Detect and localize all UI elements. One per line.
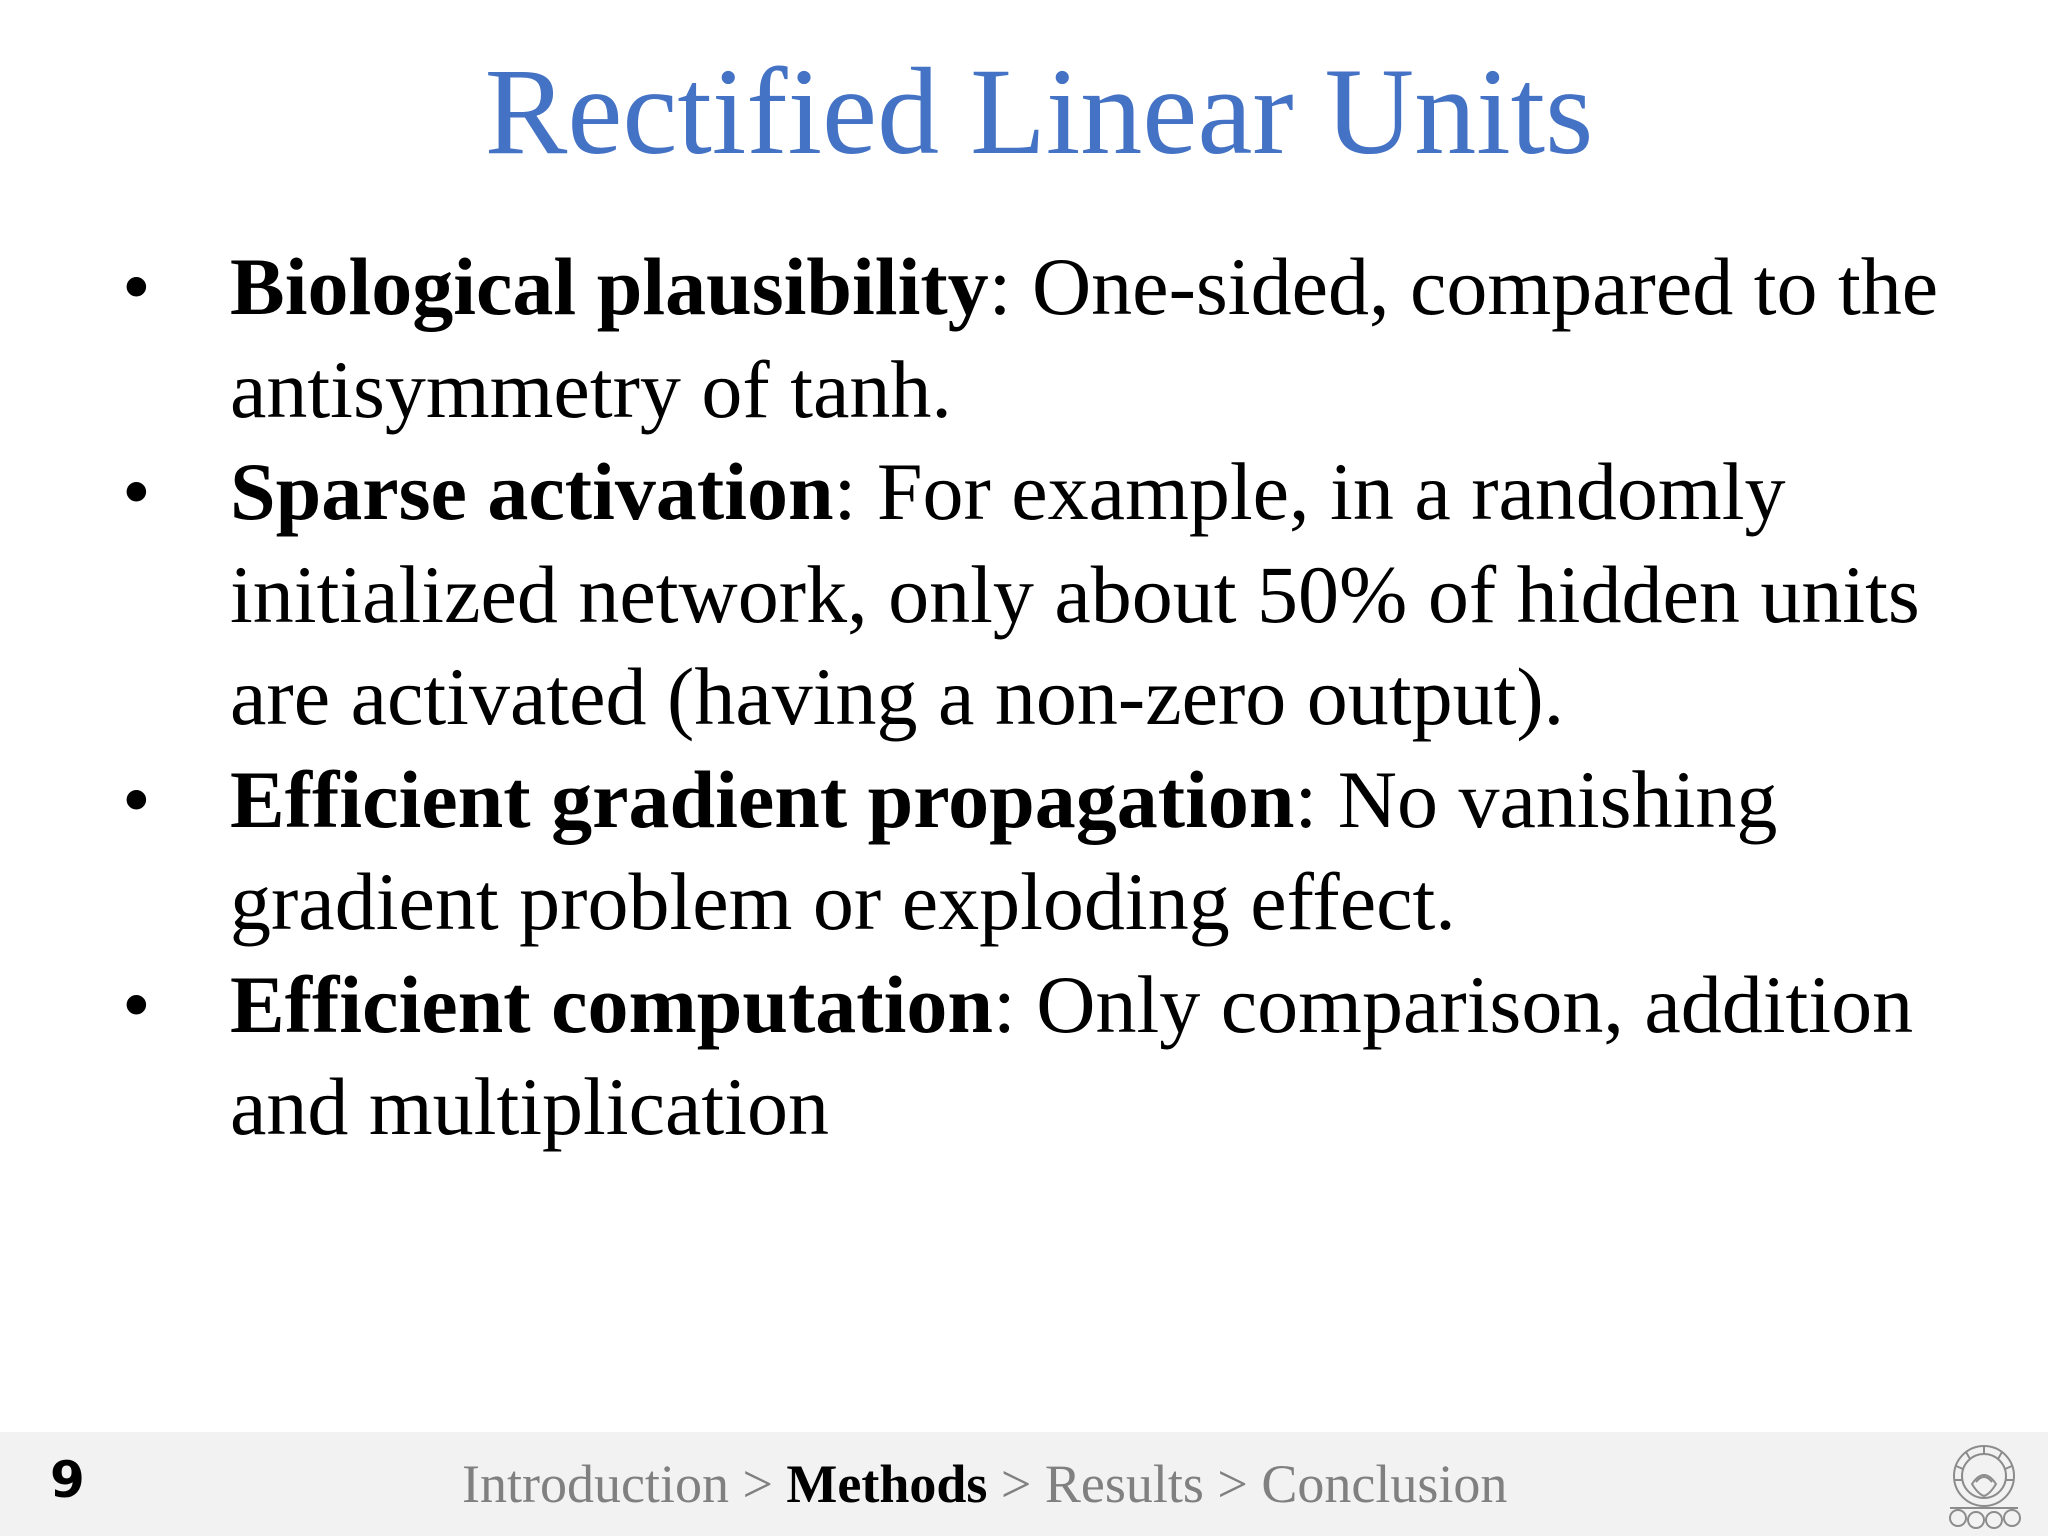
breadcrumb-item-results: Results bbox=[1044, 1454, 1204, 1514]
bullet-dot: • bbox=[122, 753, 151, 845]
bullet-text: : Only comparison, addition and multiplication bbox=[230, 958, 1914, 1152]
bullet-dot: • bbox=[122, 241, 151, 332]
breadcrumb-separator: > bbox=[1217, 1454, 1248, 1514]
breadcrumb-item-introduction: Introduction bbox=[462, 1454, 729, 1514]
breadcrumb-item-conclusion: Conclusion bbox=[1261, 1454, 1508, 1514]
bullet-text: : One-sided, compared to the antisymmetry of tanh. bbox=[230, 241, 1939, 435]
bullet-term: Efficient gradient propagation bbox=[230, 753, 1295, 845]
slide-footer bbox=[0, 1432, 2048, 1536]
bullet-list bbox=[0, 236, 2048, 1159]
bullet-item bbox=[0, 954, 2048, 1159]
page-number: 9 bbox=[50, 1451, 85, 1509]
bullet-term: Biological plausibility bbox=[230, 241, 989, 332]
bullet-text: : No vanishing gradient problem or exploding effect. bbox=[230, 753, 1778, 947]
bullet-text: : For example, in a randomly initialized network, only about 50% of hidden units are activated (having a non-zero output). bbox=[230, 446, 1920, 742]
breadcrumb bbox=[462, 1452, 1507, 1516]
bullet-term: Efficient computation bbox=[230, 958, 993, 1050]
breadcrumb-item-methods: Methods bbox=[786, 1454, 988, 1514]
bullet-item bbox=[0, 441, 2048, 749]
bullet-item bbox=[0, 236, 2048, 441]
bullet-term: Sparse activation bbox=[230, 446, 834, 537]
bullet-dot: • bbox=[122, 958, 151, 1050]
breadcrumb-separator: > bbox=[1000, 1454, 1032, 1514]
university-seal-icon bbox=[1936, 1436, 2032, 1532]
breadcrumb-separator: > bbox=[742, 1454, 773, 1514]
bullet-item bbox=[0, 749, 2048, 954]
slide-title: Rectified Linear Units bbox=[484, 43, 1594, 180]
bullet-dot: • bbox=[122, 446, 151, 537]
